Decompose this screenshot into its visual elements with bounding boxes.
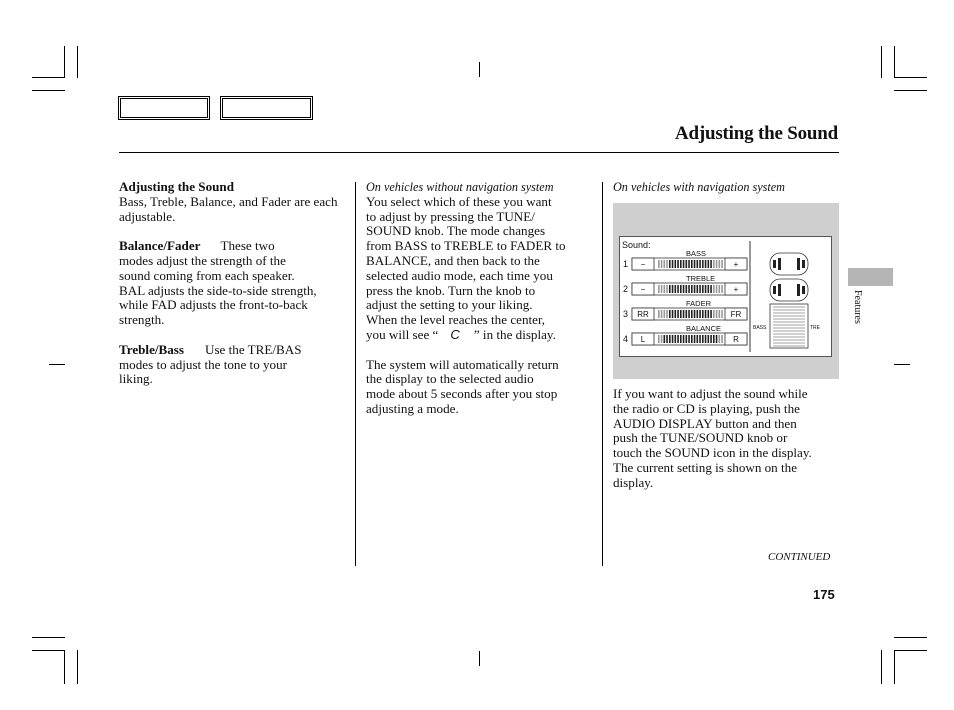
row-label: BALANCE <box>686 324 722 333</box>
eq-right-label: TRE <box>810 325 820 331</box>
page-number: 175 <box>813 587 835 602</box>
sound-row <box>623 274 747 295</box>
balance-fader-para: Balance/Fader These two <box>119 238 275 254</box>
section-side-tab <box>848 268 893 286</box>
intro-text: Bass, Treble, Balance, and Fader are each adjustable. <box>119 193 338 224</box>
sound-screen-graphic <box>620 237 831 356</box>
row-right-text: R <box>733 335 739 344</box>
row-number: 4 <box>623 334 629 344</box>
display-screen <box>619 236 832 357</box>
row-label: FADER <box>686 299 712 308</box>
row-label: TREBLE <box>686 274 716 283</box>
column-divider-2 <box>602 182 603 566</box>
row-left-text: − <box>640 285 646 294</box>
page-title: Adjusting the Sound <box>674 123 838 144</box>
column-3: If you want to adjust the sound while the radio or CD is playing, push the AUDIO DISPLAY button and then push the TUNE/SOUND knob or touch the SOUND icon in the display. The current setting is shown on the display. <box>613 386 812 490</box>
column-3-caption <box>613 180 845 195</box>
row-right-text: + <box>733 260 739 269</box>
eq-left-label: BASS <box>753 325 767 331</box>
sound-row <box>623 324 747 345</box>
balance-fader-term: Balance/Fader <box>119 238 201 254</box>
speaker-eq-graphic <box>753 253 821 348</box>
nav-box-right <box>220 96 313 120</box>
row-number: 1 <box>623 259 629 269</box>
column-divider-1 <box>355 182 356 566</box>
row-number: 3 <box>623 309 629 319</box>
sound-display-illustration <box>613 203 839 379</box>
continued-label: CONTINUED <box>768 551 831 563</box>
sound-setting-rows <box>623 249 747 345</box>
row-left-text: RR <box>637 310 649 319</box>
column-2: On vehicles without navigation system You select which of these you want to adjust by pressing the TUNE/ SOUND knob. The mode changes from BASS to TREBLE to FADER to BALANCE, and then back to the selected audio mode, each time you press the knob. Turn the knob to adjust the setting to your liking. When the level reaches the center, you will see “ C ” in the display. The system will automatically return the display to the selected audio mode about 5 seconds after you stop adjusting a mode. <box>366 180 598 417</box>
row-left-text: − <box>640 260 646 269</box>
sound-row <box>623 249 747 270</box>
row-right-text: + <box>733 285 739 294</box>
screen-title: Sound: <box>622 240 651 250</box>
treble-bass-para: Treble/Bass Use the TRE/BAS <box>119 341 302 357</box>
treble-bass-term: Treble/Bass <box>119 341 184 357</box>
row-label: BASS <box>686 249 707 258</box>
nav-box-left <box>118 96 210 120</box>
column-1: Adjusting the Sound Bass, Treble, Balance, and Fader are each adjustable. Balance/Fader These two modes adjust the strength of the sound coming from each speaker. BAL adjusts the side-to-side strength, while FAD adjusts the front-to-back strength. Treble/Bass Use the TRE/BAS modes to adjust the tone to your liking. <box>119 180 351 387</box>
row-right-text: FR <box>730 310 742 319</box>
section-heading: Adjusting the Sound <box>119 179 234 194</box>
caption-with-nav: On vehicles with navigation system <box>613 180 785 194</box>
caption-without-nav: On vehicles without navigation system <box>366 180 554 194</box>
title-divider <box>119 152 839 153</box>
row-number: 2 <box>623 284 629 294</box>
center-indicator-glyph: C <box>450 326 460 342</box>
section-side-label: Features <box>852 290 863 324</box>
sound-row <box>623 299 747 320</box>
row-left-text: L <box>640 335 646 344</box>
display-indicator-line: you will see “ C ” in the display. <box>366 326 556 342</box>
